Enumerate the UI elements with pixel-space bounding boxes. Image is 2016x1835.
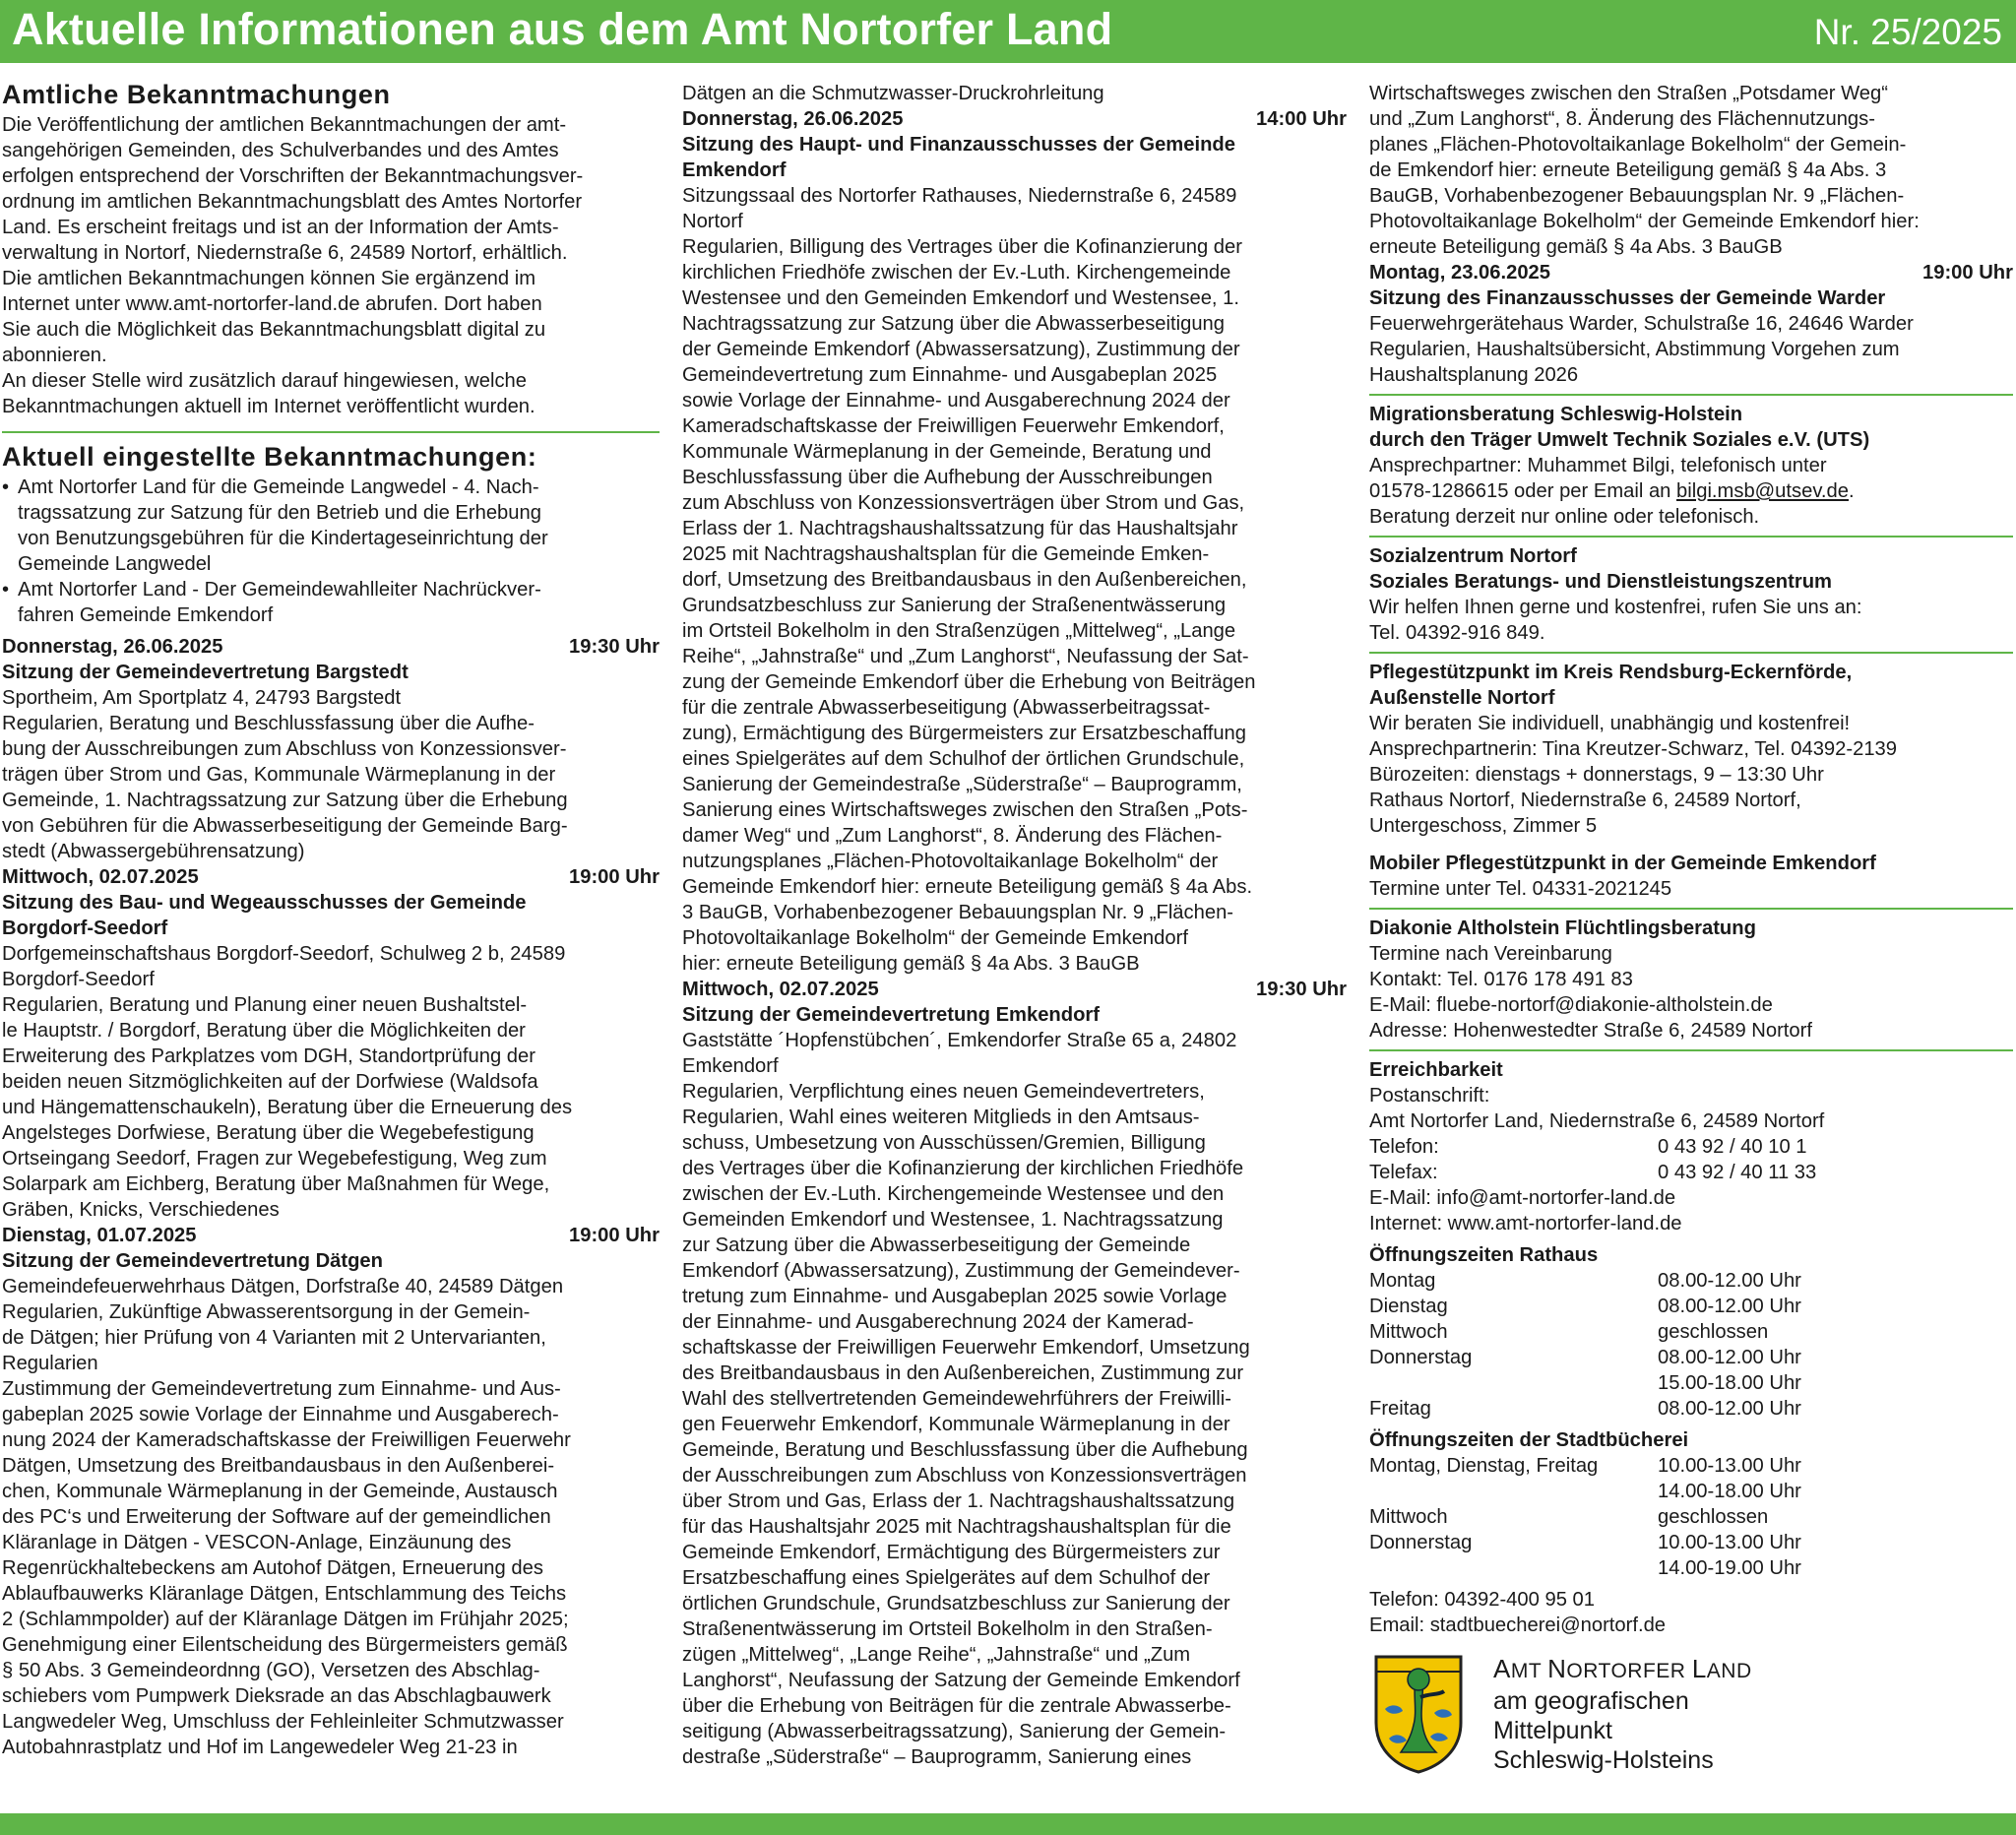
event-place: Sitzungssaal des Nortorfer Rathauses, Niedernstraße 6, 24589 — [682, 185, 1237, 207]
event-title: Sitzung der Gemeindevertretung Bargstedt — [2, 662, 409, 683]
hours-row — [1369, 1453, 2013, 1479]
list-item[interactable] — [2, 577, 660, 628]
intro-line: erfolgen entsprechend der Vorschriften der Bekanntmachungsver- — [2, 165, 584, 187]
footer-bar — [0, 1813, 2016, 1835]
bullet-line: Gemeinde Langwedel — [18, 553, 212, 575]
event-text: und „Zum Langhorst“, 8. Änderung des Flächennutzungs- — [1369, 108, 1875, 130]
event-text: Beschlussfassung über die Aufhebung der Ausschreibungen — [682, 467, 1213, 488]
event-place: Feuerwehrgerätehaus Warder, Schulstraße 16, 24646 Warder — [1369, 313, 1914, 335]
logo-tagline: Mittelpunkt — [1493, 1717, 1612, 1744]
event-text: BauGB, Vorhabenbezogener Bebauungsplan Nr. 9 „Flächen- — [1369, 185, 1905, 207]
event-text: für das Haushaltsjahr 2025 mit Nachtragshaushaltsplan für die — [682, 1516, 1231, 1538]
event-title: Sitzung des Haupt- und Finanzausschusses der Gemeinde — [682, 134, 1235, 156]
event-text: örtlichen Grundschule, Grundsatzbeschluss zur Sanierung der — [682, 1593, 1230, 1614]
intro-line: abonnieren. — [2, 345, 107, 366]
logo-text — [1493, 1654, 1752, 1775]
logo-letters: MT — [1510, 1660, 1548, 1682]
event-text: Grundsatzbeschluss zur Sanierung der Straßenentwässerung — [682, 595, 1227, 616]
event-date: Donnerstag, 26.06.2025 — [2, 636, 223, 658]
event-date: Mittwoch, 02.07.2025 — [2, 866, 199, 888]
event-text: Photovoltaikanlage Bokelholm“ der Gemeinde Emkendorf — [682, 927, 1188, 949]
event-text: zung), Ermächtigung des Bürgermeisters zur Ersatzbeschaffung — [682, 723, 1247, 744]
logo-letter: A — [1493, 1654, 1511, 1683]
hours-row — [1369, 1319, 2013, 1345]
event-text: Wirtschaftsweges zwischen den Straßen „Potsdamer Weg“ — [1369, 83, 1888, 104]
logo-letter: N — [1547, 1654, 1567, 1683]
event-text: Nachtragssatzung zur Satzung über die Abwasserbeseitigung — [682, 313, 1226, 335]
event-text: Regularien, Billigung des Vertrages über die Kofinanzierung der — [682, 236, 1242, 258]
intro-line: Die amtlichen Bekanntmachungen können Sie ergänzend im — [2, 268, 536, 289]
service-text: Wir helfen Ihnen gerne und kostenfrei, rufen Sie uns an: — [1369, 597, 1862, 618]
event-time: 19:00 Uhr — [568, 1225, 660, 1246]
event-text: le Hauptstr. / Borgdorf, Beratung über die Möglichkeiten der — [2, 1020, 526, 1042]
event-text: seitigung (Abwasserbeitragssatzung), Sanierung der Gemein- — [682, 1721, 1227, 1742]
event-text: Dätgen, Umsetzung des Breitbandausbaus in den Außenberei- — [2, 1455, 555, 1477]
fax-label: Telefax: — [1369, 1162, 1438, 1183]
service-text: E-Mail: fluebe-nortorf@diakonie-altholstein.de — [1369, 994, 1773, 1016]
hours-row — [1369, 1504, 2013, 1530]
event-text: erneute Beteiligung gemäß § 4a Abs. 3 BauGB — [1369, 236, 1783, 258]
rathaus-hours — [1369, 1242, 2013, 1422]
service-title: Sozialzentrum Nortorf — [1369, 545, 1577, 567]
event-text: zum Abschluss von Konzessionsverträgen über Strom und Gas, — [682, 492, 1245, 514]
hours-row — [1369, 1479, 2013, 1504]
contact-website: Internet: www.amt-nortorfer-land.de — [1369, 1213, 1682, 1234]
intro-line: Sie auch die Möglichkeit das Bekanntmachungsblatt digital zu — [2, 319, 546, 341]
event-text: Sanierung eines Wirtschaftsweges zwischen den Straßen „Pots- — [682, 799, 1248, 821]
event-place: Gemeindefeuerwehrhaus Dätgen, Dorfstraße 40, 24589 Dätgen — [2, 1276, 564, 1297]
hours-row — [1369, 1268, 2013, 1294]
migration-email-link[interactable]: bilgi.msb@utsev.de — [1676, 480, 1849, 502]
column-middle — [682, 81, 1347, 1770]
hours-row — [1369, 1345, 2013, 1370]
event-date: Montag, 23.06.2025 — [1369, 262, 1551, 284]
phone-value: 0 43 92 / 40 10 1 — [1658, 1136, 1807, 1158]
intro-line: ordnung im amtlichen Bekanntmachungsblatt des Amtes Nortorfer — [2, 191, 583, 213]
event-title: Sitzung des Finanzausschusses der Gemeinde Warder — [1369, 287, 1886, 309]
hours-day — [1369, 1370, 1658, 1396]
bullet-line: von Benutzungsgebühren für die Kindertageseinrichtung der — [18, 528, 548, 549]
event-text: bung der Ausschreibungen zum Abschluss von Konzessionsver- — [2, 738, 567, 760]
service-text: Rathaus Nortorf, Niedernstraße 6, 24589 Nortorf, — [1369, 790, 1801, 811]
event-text: Autobahnrastplatz und Hof im Langewedeler Weg 21-23 in — [2, 1737, 518, 1758]
event-text: Gemeinde, Beratung und Beschlussfassung über die Aufhebung — [682, 1439, 1248, 1461]
migration-service — [1369, 402, 2013, 530]
event-title: Borgdorf-Seedorf — [2, 918, 168, 939]
event-text: der Einnahme- und Ausgaberechnung 2024 der Kamerad- — [682, 1311, 1194, 1333]
contact-title: Erreichbarkeit — [1369, 1059, 1503, 1081]
event-text: beiden neuen Sitzmöglichkeiten auf der Dorfwiese (Waldsofa — [2, 1071, 538, 1093]
event-text: Regularien — [2, 1353, 98, 1374]
hours-time: 14.00-19.00 Uhr — [1658, 1557, 1801, 1579]
event-date-row — [2, 1223, 660, 1248]
service-phone-text: 01578-1286615 oder per Email an — [1369, 480, 1677, 502]
event-text: Emkendorf (Abwassersatzung), Zustimmung der Gemeindever- — [682, 1260, 1240, 1282]
mobil-service — [1369, 851, 2013, 902]
event-text: chen, Kommunale Wärmeplanung in der Gemeinde, Austausch — [2, 1481, 558, 1502]
service-title: Außenstelle Nortorf — [1369, 687, 1555, 709]
event-text: Wahl des stellvertretenden Gemeindewehrführers der Freiwilli- — [682, 1388, 1231, 1410]
hours-time: 08.00-12.00 Uhr — [1658, 1270, 1801, 1292]
hours-title: Öffnungszeiten Rathaus — [1369, 1244, 1599, 1266]
event-text: Regularien, Verpflichtung eines neuen Gemeindevertreters, — [682, 1081, 1205, 1103]
hours-day: Donnerstag — [1369, 1532, 1473, 1553]
service-text: Untergeschoss, Zimmer 5 — [1369, 815, 1598, 837]
event-text: Angelsteges Dorfwiese, Beratung über die Wegebefestigung — [2, 1122, 535, 1144]
event-text: hier: erneute Beteiligung gemäß § 4a Abs. 3 BauGB — [682, 953, 1140, 975]
logo-tagline: Schleswig-Holsteins — [1493, 1746, 1714, 1774]
event-text: Gräben, Knicks, Verschiedenes — [2, 1199, 280, 1221]
event-text: damer Weg“ und „Zum Langhorst“, 8. Änderung des Flächen- — [682, 825, 1223, 847]
event-text: des Breitbandausbaus in den Außenbereichen, Zustimmung zur — [682, 1362, 1244, 1384]
event-text: 2 (Schlammpolder) auf der Kläranlage Dätgen im Frühjahr 2025; — [2, 1609, 569, 1630]
logo-name — [1493, 1654, 1752, 1686]
logo-letter: L — [1691, 1654, 1707, 1683]
pflege-service — [1369, 660, 2013, 839]
service-text: Beratung derzeit nur online oder telefonisch. — [1369, 506, 1760, 528]
contact-block — [1369, 1057, 2013, 1236]
hours-time: 08.00-12.00 Uhr — [1658, 1347, 1801, 1368]
hours-time: 15.00-18.00 Uhr — [1658, 1372, 1801, 1394]
service-text: Kontakt: Tel. 0176 178 491 83 — [1369, 969, 1633, 990]
service-title: Soziales Beratungs- und Dienstleistungszentrum — [1369, 571, 1832, 593]
event-text: Ortseingang Seedorf, Fragen zur Wegebefestigung, Weg zum — [2, 1148, 547, 1170]
hours-title: Öffnungszeiten der Stadtbücherei — [1369, 1429, 1689, 1451]
intro-line: Land. Es erscheint freitags und ist an der Information der Amts- — [2, 217, 559, 238]
hours-time: geschlossen — [1658, 1506, 1769, 1528]
page-title: Aktuelle Informationen aus dem Amt Nortorfer Land — [12, 4, 1113, 54]
event-bargstedt — [2, 634, 660, 864]
event-text: nutzungsplanes „Flächen-Photovoltaikanlage Bokelholm“ der — [682, 851, 1219, 872]
service-text: Termine unter Tel. 04331-2021245 — [1369, 878, 1672, 900]
service-text — [1369, 478, 2013, 504]
event-place: Borgdorf-Seedorf — [2, 969, 155, 990]
event-text: im Ortsteil Bokelholm in den Straßenzügen „Mittelweg“, „Lange — [682, 620, 1236, 642]
spacer — [1369, 839, 2013, 851]
issue-number: Nr. 25/2025 — [1813, 12, 2002, 52]
event-text: gabeplan 2025 sowie Vorlage der Einnahme und Ausgaberech- — [2, 1404, 559, 1425]
event-text: Gemeinden Emkendorf und Westensee, 1. Nachtragssatzung — [682, 1209, 1224, 1231]
service-title: Diakonie Altholstein Flüchtlingsberatung — [1369, 918, 1756, 939]
event-text: Regularien, Beratung und Planung einer neuen Bushaltstel- — [2, 994, 528, 1016]
event-text: Kommunale Wärmeplanung in der Gemeinde, Beratung und — [682, 441, 1212, 463]
event-place: Nortorf — [682, 211, 743, 232]
event-text: Regularien, Wahl eines weiteren Mitglieds in den Amtsaus- — [682, 1107, 1200, 1128]
event-time: 19:30 Uhr — [1255, 979, 1347, 1000]
event-place: Emkendorf — [682, 1055, 779, 1077]
hours-day: Freitag — [1369, 1398, 1431, 1420]
divider — [1369, 1049, 2013, 1051]
event-text: de Emkendorf hier: erneute Beteiligung gemäß § 4a Abs. 3 — [1369, 159, 1887, 181]
service-text: Adresse: Hohenwestedter Straße 6, 24589 Nortorf — [1369, 1020, 1812, 1042]
contact-phone-row — [1369, 1134, 2013, 1160]
library-email: Email: stadtbuecherei@nortorf.de — [1369, 1614, 1667, 1636]
event-time: 19:00 Uhr — [568, 866, 660, 888]
event-text: zung der Gemeinde Emkendorf über die Erhebung von Beiträgen — [682, 671, 1256, 693]
header-banner — [0, 0, 2016, 63]
event-text: der Gemeinde Emkendorf (Abwassersatzung), Zustimmung der — [682, 339, 1240, 360]
punctuation: . — [1848, 480, 1855, 502]
service-title: Pflegestützpunkt im Kreis Rendsburg-Eckernförde, — [1369, 662, 1853, 683]
contact-address: Amt Nortorfer Land, Niedernstraße 6, 24589 Nortorf — [1369, 1110, 1825, 1132]
event-text: Genehmigung einer Eilentscheidung des Bürgermeisters gemäß — [2, 1634, 568, 1656]
column-left — [2, 79, 660, 1760]
service-text: Wir beraten Sie individuell, unabhängig und kostenfrei! — [1369, 713, 1851, 734]
contact-email: E-Mail: info@amt-nortorfer-land.de — [1369, 1187, 1676, 1209]
event-emkendorf-finance — [682, 106, 1347, 977]
event-date-row — [2, 634, 660, 660]
event-text: destraße „Süderstraße“ – Bauprogramm, Sanierung eines — [682, 1746, 1192, 1768]
event-text: planes „Flächen-Photovoltaikanlage Bokelholm“ der Gemein- — [1369, 134, 1907, 156]
event-text: Ablaufbauwerks Kläranlage Dätgen, Entschlammung des Teichs — [2, 1583, 567, 1605]
divider — [1369, 908, 2013, 910]
service-text: Tel. 04392-916 849. — [1369, 622, 1545, 644]
bullet-icon: • — [2, 579, 10, 601]
event-date-row — [682, 106, 1347, 132]
fax-value: 0 43 92 / 40 11 33 — [1658, 1162, 1817, 1183]
event-text: eines Spielgerätes auf dem Schulhof der örtlichen Grundschule, — [682, 748, 1245, 770]
event-text: Erlass der 1. Nachtragshaushaltssatzung für das Haushaltsjahr — [682, 518, 1238, 539]
event-place: Dorfgemeinschaftshaus Borgdorf-Seedorf, Schulweg 2 b, 24589 — [2, 943, 566, 965]
bullet-line: fahren Gemeinde Emkendorf — [18, 604, 274, 626]
hours-row — [1369, 1555, 2013, 1581]
divider — [1369, 536, 2013, 538]
event-text: Sanierung der Gemeindestraße „Süderstraße“ – Bauprogramm, — [682, 774, 1242, 795]
service-text: Bürozeiten: dienstags + donnerstags, 9 – 13:30 Uhr — [1369, 764, 1824, 786]
event-text: 2025 mit Nachtragshaushaltsplan für die Gemeinde Emken- — [682, 543, 1210, 565]
bullet-line: Amt Nortorfer Land - Der Gemeindewahlleiter Nachrückver- — [18, 579, 541, 601]
bullet-line: tragssatzung zur Satzung für den Betrieb und die Erhebung — [18, 502, 541, 524]
event-text: Haushaltsplanung 2026 — [1369, 364, 1579, 386]
hours-day — [1369, 1555, 1658, 1581]
event-text: Kameradschaftskasse der Freiwilligen Feuerwehr Emkendorf, — [682, 415, 1225, 437]
event-title: Sitzung der Gemeindevertretung Emkendorf — [682, 1004, 1101, 1026]
bullet-icon: • — [2, 476, 10, 498]
hours-row — [1369, 1370, 2013, 1396]
event-text: des PC‘s und Erweiterung der Software auf der gemeindlichen — [2, 1506, 551, 1528]
logo-letters: ORTORFER — [1566, 1660, 1692, 1682]
coat-of-arms-icon — [1373, 1654, 1464, 1774]
hours-time: 10.00-13.00 Uhr — [1658, 1455, 1801, 1477]
intro-line: sangehörigen Gemeinden, des Schulverbandes und des Amtes — [2, 140, 559, 161]
event-warder — [1369, 260, 2013, 388]
hours-row — [1369, 1530, 2013, 1555]
intro-line: verwaltung in Nortorf, Niedernstraße 6, 24589 Nortorf, erhältlich. — [2, 242, 568, 264]
intro-line: Internet unter www.amt-nortorfer-land.de abrufen. Dort haben — [2, 293, 542, 315]
bullet-line: Amt Nortorfer Land für die Gemeinde Langwedel - 4. Nach- — [18, 476, 539, 498]
event-text: Photovoltaikanlage Bokelholm“ der Gemeinde Emkendorf hier: — [1369, 211, 1920, 232]
event-text: sowie Vorlage der Einnahme- und Ausgaberechnung 2024 der — [682, 390, 1230, 411]
event-text: über die Erhebung von Beiträgen für die zentrale Abwasserbe- — [682, 1695, 1231, 1717]
event-text: von Gebühren für die Abwasserbeseitigung der Gemeinde Barg- — [2, 815, 568, 837]
event-text: Straßenentwässerung im Ortsteil Bokelholm in den Straßen- — [682, 1618, 1213, 1640]
service-text: Ansprechpartnerin: Tina Kreutzer-Schwarz, Tel. 04392-2139 — [1369, 738, 1898, 760]
event-text: § 50 Abs. 3 Gemeindeordnng (GO), Versetzen des Abschlag- — [2, 1660, 540, 1681]
event-text: stedt (Abwassergebührensatzung) — [2, 841, 305, 862]
divider — [1369, 652, 2013, 654]
hours-day: Montag — [1369, 1270, 1436, 1292]
intro-text — [2, 112, 660, 419]
hours-time: geschlossen — [1658, 1321, 1769, 1343]
event-text: schaftskasse der Freiwilligen Feuerwehr Emkendorf, Umsetzung — [682, 1337, 1250, 1359]
event-text: 3 BauGB, Vorhabenbezogener Bebauungsplan Nr. 9 „Flächen- — [682, 902, 1234, 923]
event-date-row — [682, 977, 1347, 1002]
event-text: Gemeindevertretung zum Einnahme- und Ausgabeplan 2025 — [682, 364, 1218, 386]
event-title: Sitzung des Bau- und Wegeausschusses der Gemeinde — [2, 892, 527, 914]
contact-fax-row — [1369, 1160, 2013, 1185]
sozialzentrum-service — [1369, 543, 2013, 646]
event-text: Ersatzbeschaffung eines Spielgerätes auf dem Schulhof der — [682, 1567, 1211, 1589]
event-text: dorf, Umsetzung des Breitbandausbaus in den Außenbereichen, — [682, 569, 1247, 591]
service-text: Ansprechpartner: Muhammet Bilgi, telefonisch unter — [1369, 455, 1827, 476]
logo-tagline: am geografischen — [1493, 1687, 1689, 1715]
event-text: Gemeinde Emkendorf, Ermächtigung des Bürgermeisters zur — [682, 1542, 1221, 1563]
event-text: kirchlichen Friedhöfe zwischen der Ev.-Luth. Kirchengemeinde — [682, 262, 1231, 284]
event-text: Erweiterung des Parkplatzes vom DGH, Standortprüfung der — [2, 1045, 536, 1067]
hours-day: Dienstag — [1369, 1296, 1448, 1317]
event-place: Gaststätte ´Hopfenstübchen´, Emkendorfer Straße 65 a, 24802 — [682, 1030, 1237, 1051]
event-text: Regenrückhaltebeckens am Autohof Dätgen, Erneuerung des — [2, 1557, 543, 1579]
event-text: Langwedeler Weg, Umschluss der Fehleinleiter Schmutzwasser — [2, 1711, 564, 1733]
library-phone: Telefon: 04392-400 95 01 — [1369, 1589, 1595, 1611]
event-borgdorf-seedorf — [2, 864, 660, 1223]
event-time: 19:30 Uhr — [568, 636, 660, 658]
diakonie-service — [1369, 916, 2013, 1044]
hours-time: 14.00-18.00 Uhr — [1658, 1481, 1801, 1502]
event-text: Dätgen an die Schmutzwasser-Druckrohrleitung — [682, 83, 1104, 104]
hours-day — [1369, 1479, 1658, 1504]
event-text: Gemeinde, 1. Nachtragssatzung zur Satzung über die Erhebung — [2, 790, 568, 811]
event-text: gen Feuerwehr Emkendorf, Kommunale Wärmeplanung in der — [682, 1414, 1230, 1435]
contact-postal-label: Postanschrift: — [1369, 1085, 1490, 1107]
event-text: und Hängemattenschaukeln), Beratung über die Erneuerung des — [2, 1097, 573, 1118]
event-date: Donnerstag, 26.06.2025 — [682, 108, 904, 130]
hours-time: 08.00-12.00 Uhr — [1658, 1398, 1801, 1420]
phone-label: Telefon: — [1369, 1136, 1439, 1158]
event-title: Sitzung der Gemeindevertretung Dätgen — [2, 1250, 383, 1272]
event-text: der Ausschreibungen zum Abschluss von Konzessionsverträgen — [682, 1465, 1247, 1487]
hours-day: Donnerstag — [1369, 1347, 1473, 1368]
library-hours — [1369, 1427, 2013, 1638]
event-text: de Dätgen; hier Prüfung von 4 Varianten mit 2 Untervarianten, — [2, 1327, 546, 1349]
event-text: Zustimmung der Gemeindevertretung zum Einnahme- und Aus- — [2, 1378, 561, 1400]
section-heading-official: Amtliche Bekanntmachungen — [2, 80, 391, 109]
event-emkendorf-council — [682, 977, 1347, 1770]
intro-line: An dieser Stelle wird zusätzlich darauf hingewiesen, welche — [2, 370, 528, 392]
event-text: Solarpark am Eichberg, Beratung über Maßnahmen für Wege, — [2, 1173, 550, 1195]
event-text: Westensee und den Gemeinden Emkendorf und Westensee, 1. — [682, 287, 1239, 309]
event-text: Regularien, Zukünftige Abwasserentsorgung in der Gemein- — [2, 1301, 531, 1323]
event-time: 14:00 Uhr — [1255, 108, 1347, 130]
service-title: Migrationsberatung Schleswig-Holstein — [1369, 404, 1743, 425]
list-item[interactable] — [2, 475, 660, 577]
hours-day: Mittwoch — [1369, 1506, 1448, 1528]
event-text: Gemeinde Emkendorf hier: erneute Beteiligung gemäß § 4a Abs. — [682, 876, 1253, 898]
event-place: Sportheim, Am Sportplatz 4, 24793 Bargstedt — [2, 687, 402, 709]
event-text: zwischen der Ev.-Luth. Kirchengemeinde Westensee und den — [682, 1183, 1225, 1205]
hours-time: 10.00-13.00 Uhr — [1658, 1532, 1801, 1553]
event-date-row — [2, 864, 660, 890]
hours-row — [1369, 1396, 2013, 1422]
section-heading-current: Aktuell eingestellte Bekanntmachungen: — [2, 442, 537, 472]
intro-line: Bekanntmachungen aktuell im Internet veröffentlicht wurden. — [2, 396, 536, 417]
hours-day: Montag, Dienstag, Freitag — [1369, 1455, 1599, 1477]
event-text: schiebers vom Pumpwerk Dieksrade an das Abschlagbauwerk — [2, 1685, 551, 1707]
event-text: nung 2024 der Kameradschaftskasse der Freiwilligen Feuerwehr — [2, 1429, 571, 1451]
event-date: Mittwoch, 02.07.2025 — [682, 979, 879, 1000]
event-text: schuss, Umbesetzung von Ausschüssen/Gremien, Billigung — [682, 1132, 1206, 1154]
event-date-row — [1369, 260, 2013, 285]
event-text: trägen über Strom und Gas, Kommunale Wärmeplanung in der — [2, 764, 556, 786]
divider — [1369, 394, 2013, 396]
event-date: Dienstag, 01.07.2025 — [2, 1225, 197, 1246]
event-text: Regularien, Beratung und Beschlussfassung über die Aufhe- — [2, 713, 535, 734]
event-text: über Strom und Gas, Erlass der 1. Nachtragshaushaltssatzung — [682, 1490, 1235, 1512]
event-text: für die zentrale Abwasserbeseitigung (Abwasserbeitragssat- — [682, 697, 1211, 719]
event-text: Regularien, Haushaltsübersicht, Abstimmung Vorgehen zum — [1369, 339, 1900, 360]
event-text: des Vertrages über die Kofinanzierung der kirchlichen Friedhöfe — [682, 1158, 1244, 1179]
intro-line: Die Veröffentlichung der amtlichen Bekanntmachungen der amt- — [2, 114, 567, 136]
logo-letters: AND — [1706, 1660, 1752, 1682]
event-text: Kläranlage in Dätgen - VESCON-Anlage, Einzäunung des — [2, 1532, 512, 1553]
event-daetgen — [2, 1223, 660, 1760]
service-text: Termine nach Vereinbarung — [1369, 943, 1612, 965]
column-right — [1369, 81, 2013, 1775]
event-text: zur Satzung über die Abwasserbeseitigung der Gemeinde — [682, 1234, 1191, 1256]
amt-logo — [1369, 1654, 2013, 1775]
event-text: Langhorst“, Neufassung der Satzung der Gemeinde Emkendorf — [682, 1670, 1240, 1691]
event-time: 19:00 Uhr — [1922, 262, 2013, 284]
hours-day: Mittwoch — [1369, 1321, 1448, 1343]
event-title: Emkendorf — [682, 159, 787, 181]
event-text: tretung zum Einnahme- und Ausgabeplan 2025 sowie Vorlage — [682, 1286, 1228, 1307]
hours-time: 08.00-12.00 Uhr — [1658, 1296, 1801, 1317]
event-text: zügen „Mittelweg“, „Lange Reihe“, „Jahnstraße“ und „Zum — [682, 1644, 1191, 1666]
divider — [2, 431, 660, 433]
hours-row — [1369, 1294, 2013, 1319]
service-title: Mobiler Pflegestützpunkt in der Gemeinde Emkendorf — [1369, 853, 1876, 874]
event-text: Reihe“, „Jahnstraße“ und „Zum Langhorst“, Neufassung der Sat- — [682, 646, 1249, 667]
service-title: durch den Träger Umwelt Technik Soziales e.V. (UTS) — [1369, 429, 1870, 451]
